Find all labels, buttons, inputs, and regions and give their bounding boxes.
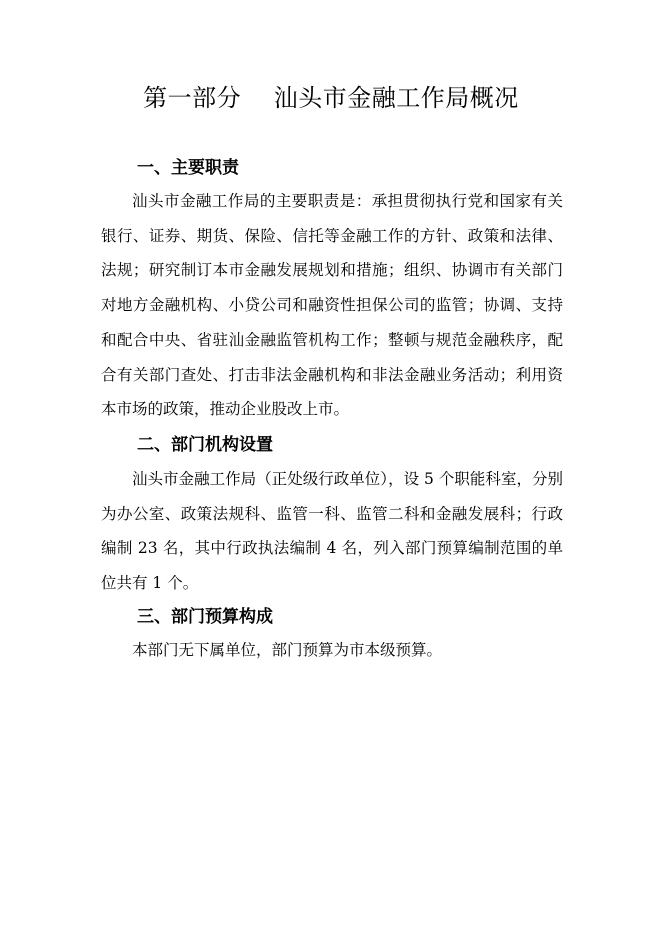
section-heading-org-structure: 二、部门机构设置 (137, 435, 273, 455)
section-paragraph-budget-composition: 本部门无下属单位，部门预算为市本级预算。 (132, 641, 443, 659)
section-heading-budget-composition: 三、部门预算构成 (137, 607, 273, 627)
section-paragraph-main-duties: 汕头市金融工作局的主要职责是：承担贯彻执行党和国家有关银行、证券、期货、保险、信托等金融工作的方针、政策和法律、法规；研究制订本市金融发展规划和措施；组织、协调市有关部门对地方金融机构、小贷公司和融资性担保公司的监管；协调、支持和配合中央、省驻汕金融监管机构工作；整顿与规范金融秩序，配合有关部门查处、打击非法金融机构和非法金融业务活动；利用资本市场的政策，推动企业股改上市。 (101, 192, 563, 419)
section-heading-main-duties: 一、主要职责 (137, 158, 239, 178)
section-paragraph-org-structure: 汕头市金融工作局（正处级行政单位），设 5 个职能科室，分别为办公室、政策法规科、监管一科、监管二科和金融发展科；行政编制 23 名，其中行政执法编制 4 名，列入部门预算编制范围的单位共有 1 个。 (101, 470, 563, 593)
page-title: 第一部分 汕头市金融工作局概况 (143, 84, 519, 112)
